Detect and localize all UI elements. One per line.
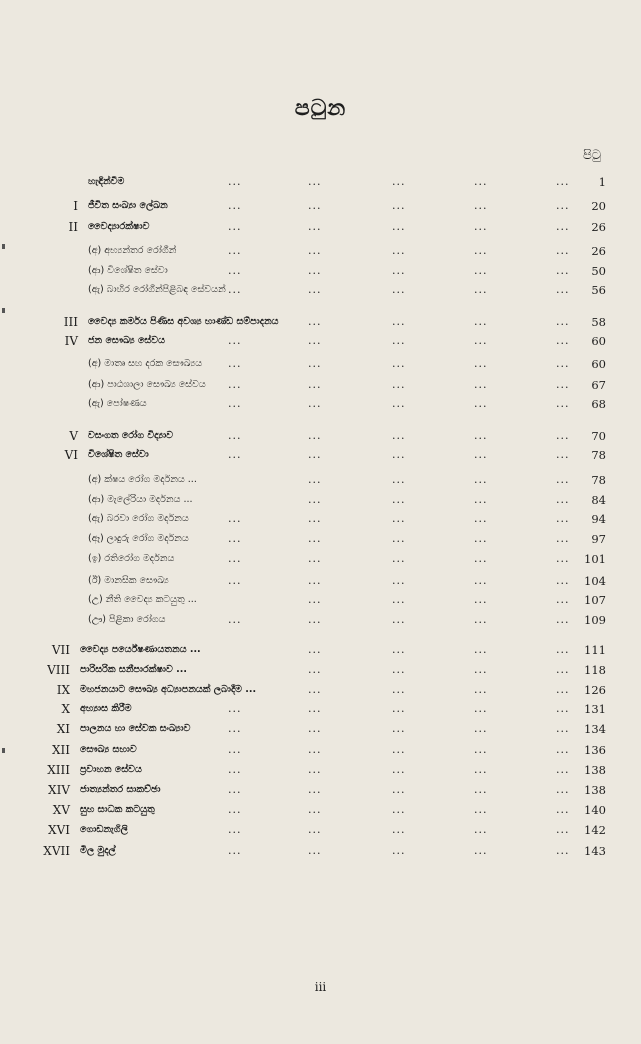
leader-dots: ... <box>228 552 242 565</box>
leader-dots: ... <box>474 613 488 626</box>
entry-page-number: 67 <box>591 378 606 392</box>
leader-dots: ... <box>228 378 242 391</box>
leader-dots: ... <box>228 823 242 836</box>
leader-dots: ... <box>308 743 322 756</box>
leader-dots: ... <box>392 264 406 277</box>
leader-dots: ... <box>308 613 322 626</box>
leader-dots: ... <box>228 357 242 370</box>
entry-number <box>42 281 78 299</box>
leader-dots: ... <box>308 532 322 545</box>
leader-dots: ... <box>228 722 242 735</box>
entry-number <box>42 173 78 191</box>
leader-dots: ... <box>392 334 406 347</box>
leader-dots: ... <box>474 593 488 606</box>
entry-number: IV <box>64 334 78 348</box>
leader-dots: ... <box>556 823 570 836</box>
leader-dots: ... <box>556 844 570 857</box>
leader-dots: ... <box>556 199 570 212</box>
entry-page-number: 134 <box>584 722 606 736</box>
leader-dots: ... <box>392 429 406 442</box>
leader-dots: ... <box>392 844 406 857</box>
leader-dots: ... <box>392 683 406 696</box>
entry-label: (ඊ) මානසික සෞඛ්‍ය <box>88 575 169 586</box>
leader-dots: ... <box>474 643 488 656</box>
entry-number: II <box>68 220 78 234</box>
entry-label: පාලනය හා සේවක සංඛ්‍යාව <box>80 723 191 734</box>
leader-dots: ... <box>308 244 322 257</box>
leader-dots: ... <box>228 283 242 296</box>
entry-label: අභ්‍යාස කිරීම <box>80 703 132 714</box>
leader-dots: ... <box>392 532 406 545</box>
leader-dots: ... <box>308 683 322 696</box>
leader-dots: ... <box>474 448 488 461</box>
entry-number <box>42 355 78 373</box>
entry-label: මහජනයාට සෞඛ්‍ය අධ්‍යාපනයක් ලබාදීම ... <box>80 684 257 695</box>
page-number-footer: iii <box>314 980 327 994</box>
entry-page-number: 101 <box>584 552 606 566</box>
entry-label: (අ) ක්ෂය රෝග මර්දනය ... <box>88 474 197 485</box>
leader-dots: ... <box>308 552 322 565</box>
leader-dots: ... <box>308 357 322 370</box>
leader-dots: ... <box>392 397 406 410</box>
scan-edge-mark <box>2 244 5 249</box>
entry-page-number: 109 <box>584 613 606 627</box>
leader-dots: ... <box>392 283 406 296</box>
leader-dots: ... <box>474 264 488 277</box>
entry-page-number: 58 <box>591 315 606 329</box>
leader-dots: ... <box>308 643 322 656</box>
leader-dots: ... <box>308 448 322 461</box>
entry-page-number: 107 <box>584 593 606 607</box>
entry-label: පාරිසරික සනීපාරක්ෂාව ... <box>80 664 187 675</box>
leader-dots: ... <box>474 315 488 328</box>
leader-dots: ... <box>308 334 322 347</box>
leader-dots: ... <box>474 783 488 796</box>
leader-dots: ... <box>556 743 570 756</box>
entry-number <box>42 572 78 590</box>
leader-dots: ... <box>228 244 242 257</box>
entry-label: (ආ) පාඨශාලා සෞඛ්‍ය සේවය <box>88 379 206 390</box>
leader-dots: ... <box>308 663 322 676</box>
leader-dots: ... <box>392 823 406 836</box>
entry-label: (ආ) මැලේරියා මර්දනය ... <box>88 494 193 505</box>
leader-dots: ... <box>556 574 570 587</box>
leader-dots: ... <box>392 473 406 486</box>
leader-dots: ... <box>228 574 242 587</box>
leader-dots: ... <box>556 175 570 188</box>
entry-label: (ඉ) රතිරෝග මර්දනය <box>88 553 175 564</box>
leader-dots: ... <box>308 593 322 606</box>
entry-number <box>42 262 78 280</box>
leader-dots: ... <box>556 473 570 486</box>
entry-label: ජීවිත සංඛ්‍යා ලේඛන <box>88 200 168 211</box>
leader-dots: ... <box>228 743 242 756</box>
entry-page-number: 131 <box>584 702 606 716</box>
leader-dots: ... <box>392 763 406 776</box>
entry-label: (ඇ) බරවා රෝග මර්දනය <box>88 513 189 524</box>
leader-dots: ... <box>228 175 242 188</box>
page-column-heading: පිටු <box>583 148 602 163</box>
leader-dots: ... <box>308 763 322 776</box>
leader-dots: ... <box>474 220 488 233</box>
leader-dots: ... <box>474 283 488 296</box>
entry-label: ජන සෞඛ්‍ය සේවය <box>88 335 165 346</box>
entry-label: වෛද්‍ය කර්මය පිණිස අවශ්‍ය භාණ්ඩ සම්පාදනය <box>88 316 279 327</box>
entry-page-number: 140 <box>584 803 606 817</box>
leader-dots: ... <box>474 357 488 370</box>
entry-number <box>42 376 78 394</box>
leader-dots: ... <box>556 552 570 565</box>
entry-label: ජාත්‍යන්තර සාකච්ඡා <box>80 784 161 795</box>
leader-dots: ... <box>308 429 322 442</box>
entry-label: (ඇ) බාහිර රෝගීන්පිළිබඳ සේවයන් <box>88 284 226 295</box>
leader-dots: ... <box>308 722 322 735</box>
entry-page-number: 1 <box>598 175 606 189</box>
scan-edge-mark <box>2 308 5 313</box>
entry-number <box>42 510 78 528</box>
leader-dots: ... <box>392 722 406 735</box>
leader-dots: ... <box>474 397 488 410</box>
leader-dots: ... <box>474 763 488 776</box>
leader-dots: ... <box>556 613 570 626</box>
leader-dots: ... <box>228 220 242 233</box>
leader-dots: ... <box>228 334 242 347</box>
leader-dots: ... <box>474 663 488 676</box>
leader-dots: ... <box>556 643 570 656</box>
leader-dots: ... <box>392 743 406 756</box>
scan-edge-mark <box>2 748 5 753</box>
leader-dots: ... <box>474 743 488 756</box>
leader-dots: ... <box>556 722 570 735</box>
entry-page-number: 68 <box>591 397 606 411</box>
leader-dots: ... <box>308 397 322 410</box>
entry-page-number: 118 <box>584 663 606 677</box>
entry-label: (උ) නීති වෛද්‍ය කටයුතු ... <box>88 594 197 605</box>
entry-label: මිල මුදල් <box>80 845 116 856</box>
leader-dots: ... <box>308 512 322 525</box>
leader-dots: ... <box>474 574 488 587</box>
entry-label: විශේෂිත සේවා <box>88 449 149 460</box>
leader-dots: ... <box>556 683 570 696</box>
entry-label: (ඌ) පිළිකා රෝගය <box>88 614 166 625</box>
leader-dots: ... <box>556 378 570 391</box>
entry-page-number: 138 <box>584 763 606 777</box>
leader-dots: ... <box>228 397 242 410</box>
entry-number: XIII <box>47 763 70 777</box>
entry-number <box>42 242 78 260</box>
leader-dots: ... <box>392 803 406 816</box>
entry-page-number: 143 <box>584 844 606 858</box>
leader-dots: ... <box>228 702 242 715</box>
entry-number: VII <box>51 643 70 657</box>
leader-dots: ... <box>556 783 570 796</box>
leader-dots: ... <box>308 315 322 328</box>
entry-number: I <box>73 199 78 213</box>
entry-page-number: 26 <box>591 220 606 234</box>
entry-number <box>42 491 78 509</box>
leader-dots: ... <box>308 220 322 233</box>
leader-dots: ... <box>308 283 322 296</box>
page-title: පටුන <box>294 96 347 121</box>
entry-page-number: 70 <box>591 429 606 443</box>
leader-dots: ... <box>474 702 488 715</box>
leader-dots: ... <box>556 763 570 776</box>
leader-dots: ... <box>392 220 406 233</box>
leader-dots: ... <box>308 473 322 486</box>
entry-page-number: 60 <box>591 357 606 371</box>
entry-label: වෛද්‍යාරක්ෂාව <box>88 221 150 232</box>
entry-page-number: 78 <box>591 448 606 462</box>
leader-dots: ... <box>474 473 488 486</box>
leader-dots: ... <box>556 397 570 410</box>
leader-dots: ... <box>474 175 488 188</box>
entry-number <box>42 611 78 629</box>
leader-dots: ... <box>556 429 570 442</box>
entry-number <box>42 471 78 489</box>
leader-dots: ... <box>474 722 488 735</box>
entry-number: XVI <box>48 823 70 837</box>
leader-dots: ... <box>308 574 322 587</box>
entry-label: සෞඛ්‍ය සභාව <box>80 744 137 755</box>
leader-dots: ... <box>308 493 322 506</box>
leader-dots: ... <box>392 493 406 506</box>
entry-label: ගොඩනැගිලි <box>80 824 128 835</box>
leader-dots: ... <box>556 357 570 370</box>
leader-dots: ... <box>474 378 488 391</box>
entry-page-number: 20 <box>591 199 606 213</box>
leader-dots: ... <box>556 448 570 461</box>
entry-label: (ඈ) ලාදුරු රෝග මර්දනය <box>88 533 189 544</box>
leader-dots: ... <box>556 532 570 545</box>
leader-dots: ... <box>556 663 570 676</box>
leader-dots: ... <box>556 803 570 816</box>
leader-dots: ... <box>308 844 322 857</box>
leader-dots: ... <box>228 264 242 277</box>
leader-dots: ... <box>556 244 570 257</box>
leader-dots: ... <box>392 702 406 715</box>
entry-number: V <box>69 429 78 443</box>
entry-number <box>42 530 78 548</box>
leader-dots: ... <box>228 199 242 212</box>
leader-dots: ... <box>392 448 406 461</box>
entry-number: III <box>63 315 78 329</box>
entry-page-number: 136 <box>584 743 606 757</box>
entry-page-number: 97 <box>591 532 606 546</box>
leader-dots: ... <box>308 803 322 816</box>
leader-dots: ... <box>556 593 570 606</box>
entry-label: (ආ) විශේෂිත සේවා <box>88 265 168 276</box>
leader-dots: ... <box>474 512 488 525</box>
leader-dots: ... <box>308 823 322 836</box>
entry-number: XII <box>51 743 70 757</box>
entry-page-number: 94 <box>591 512 606 526</box>
leader-dots: ... <box>308 199 322 212</box>
entry-number <box>42 395 78 413</box>
leader-dots: ... <box>308 264 322 277</box>
leader-dots: ... <box>392 244 406 257</box>
leader-dots: ... <box>556 702 570 715</box>
leader-dots: ... <box>308 378 322 391</box>
leader-dots: ... <box>392 175 406 188</box>
leader-dots: ... <box>308 175 322 188</box>
leader-dots: ... <box>474 493 488 506</box>
entry-label: වෛද්‍ය පර්යේෂණායතනය ... <box>80 644 201 655</box>
leader-dots: ... <box>474 532 488 545</box>
leader-dots: ... <box>556 334 570 347</box>
entry-page-number: 26 <box>591 244 606 258</box>
entry-page-number: 78 <box>591 473 606 487</box>
entry-page-number: 60 <box>591 334 606 348</box>
entry-number: X <box>61 702 70 716</box>
leader-dots: ... <box>392 643 406 656</box>
leader-dots: ... <box>392 574 406 587</box>
entry-label: සුභ සාධක කටයුතු <box>80 804 155 815</box>
leader-dots: ... <box>474 199 488 212</box>
entry-label: හැඳින්වීම <box>88 176 125 187</box>
entry-label: (ඇ) පෝෂණය <box>88 398 147 409</box>
entry-page-number: 84 <box>591 493 606 507</box>
leader-dots: ... <box>392 593 406 606</box>
entry-page-number: 142 <box>584 823 606 837</box>
leader-dots: ... <box>556 315 570 328</box>
entry-number: VIII <box>47 663 70 677</box>
leader-dots: ... <box>474 803 488 816</box>
entry-label: (අ) මාතෘ සහ දරක සෞඛ්‍යය <box>88 358 203 369</box>
leader-dots: ... <box>392 613 406 626</box>
entry-page-number: 56 <box>591 283 606 297</box>
entry-number: XV <box>52 803 70 817</box>
entry-number: XIV <box>48 783 70 797</box>
leader-dots: ... <box>308 702 322 715</box>
entry-number <box>42 550 78 568</box>
entry-page-number: 126 <box>584 683 606 697</box>
leader-dots: ... <box>392 357 406 370</box>
leader-dots: ... <box>474 429 488 442</box>
leader-dots: ... <box>392 552 406 565</box>
leader-dots: ... <box>228 613 242 626</box>
leader-dots: ... <box>228 763 242 776</box>
leader-dots: ... <box>474 844 488 857</box>
leader-dots: ... <box>228 844 242 857</box>
entry-label: (අ) අභ්‍යන්තර රෝගීන් <box>88 245 177 256</box>
leader-dots: ... <box>392 783 406 796</box>
leader-dots: ... <box>556 512 570 525</box>
entry-number: XI <box>56 722 70 736</box>
leader-dots: ... <box>474 244 488 257</box>
leader-dots: ... <box>392 378 406 391</box>
leader-dots: ... <box>392 663 406 676</box>
leader-dots: ... <box>392 199 406 212</box>
leader-dots: ... <box>474 552 488 565</box>
leader-dots: ... <box>556 264 570 277</box>
leader-dots: ... <box>308 783 322 796</box>
entry-page-number: 138 <box>584 783 606 797</box>
entry-number <box>42 591 78 609</box>
leader-dots: ... <box>474 334 488 347</box>
leader-dots: ... <box>228 512 242 525</box>
leader-dots: ... <box>392 315 406 328</box>
leader-dots: ... <box>556 220 570 233</box>
entry-label: ප්‍රවාහන සේවය <box>80 764 142 775</box>
leader-dots: ... <box>392 512 406 525</box>
leader-dots: ... <box>474 823 488 836</box>
leader-dots: ... <box>556 283 570 296</box>
entry-page-number: 111 <box>584 643 606 657</box>
entry-number: XVII <box>43 844 70 858</box>
leader-dots: ... <box>228 783 242 796</box>
leader-dots: ... <box>228 429 242 442</box>
leader-dots: ... <box>228 532 242 545</box>
entry-number: IX <box>56 683 70 697</box>
entry-page-number: 104 <box>584 574 606 588</box>
leader-dots: ... <box>556 493 570 506</box>
entry-number: VI <box>64 448 78 462</box>
leader-dots: ... <box>228 448 242 461</box>
entry-label: වසංගත රෝග විද්‍යාව <box>88 430 174 441</box>
entry-page-number: 50 <box>591 264 606 278</box>
leader-dots: ... <box>474 683 488 696</box>
leader-dots: ... <box>228 803 242 816</box>
